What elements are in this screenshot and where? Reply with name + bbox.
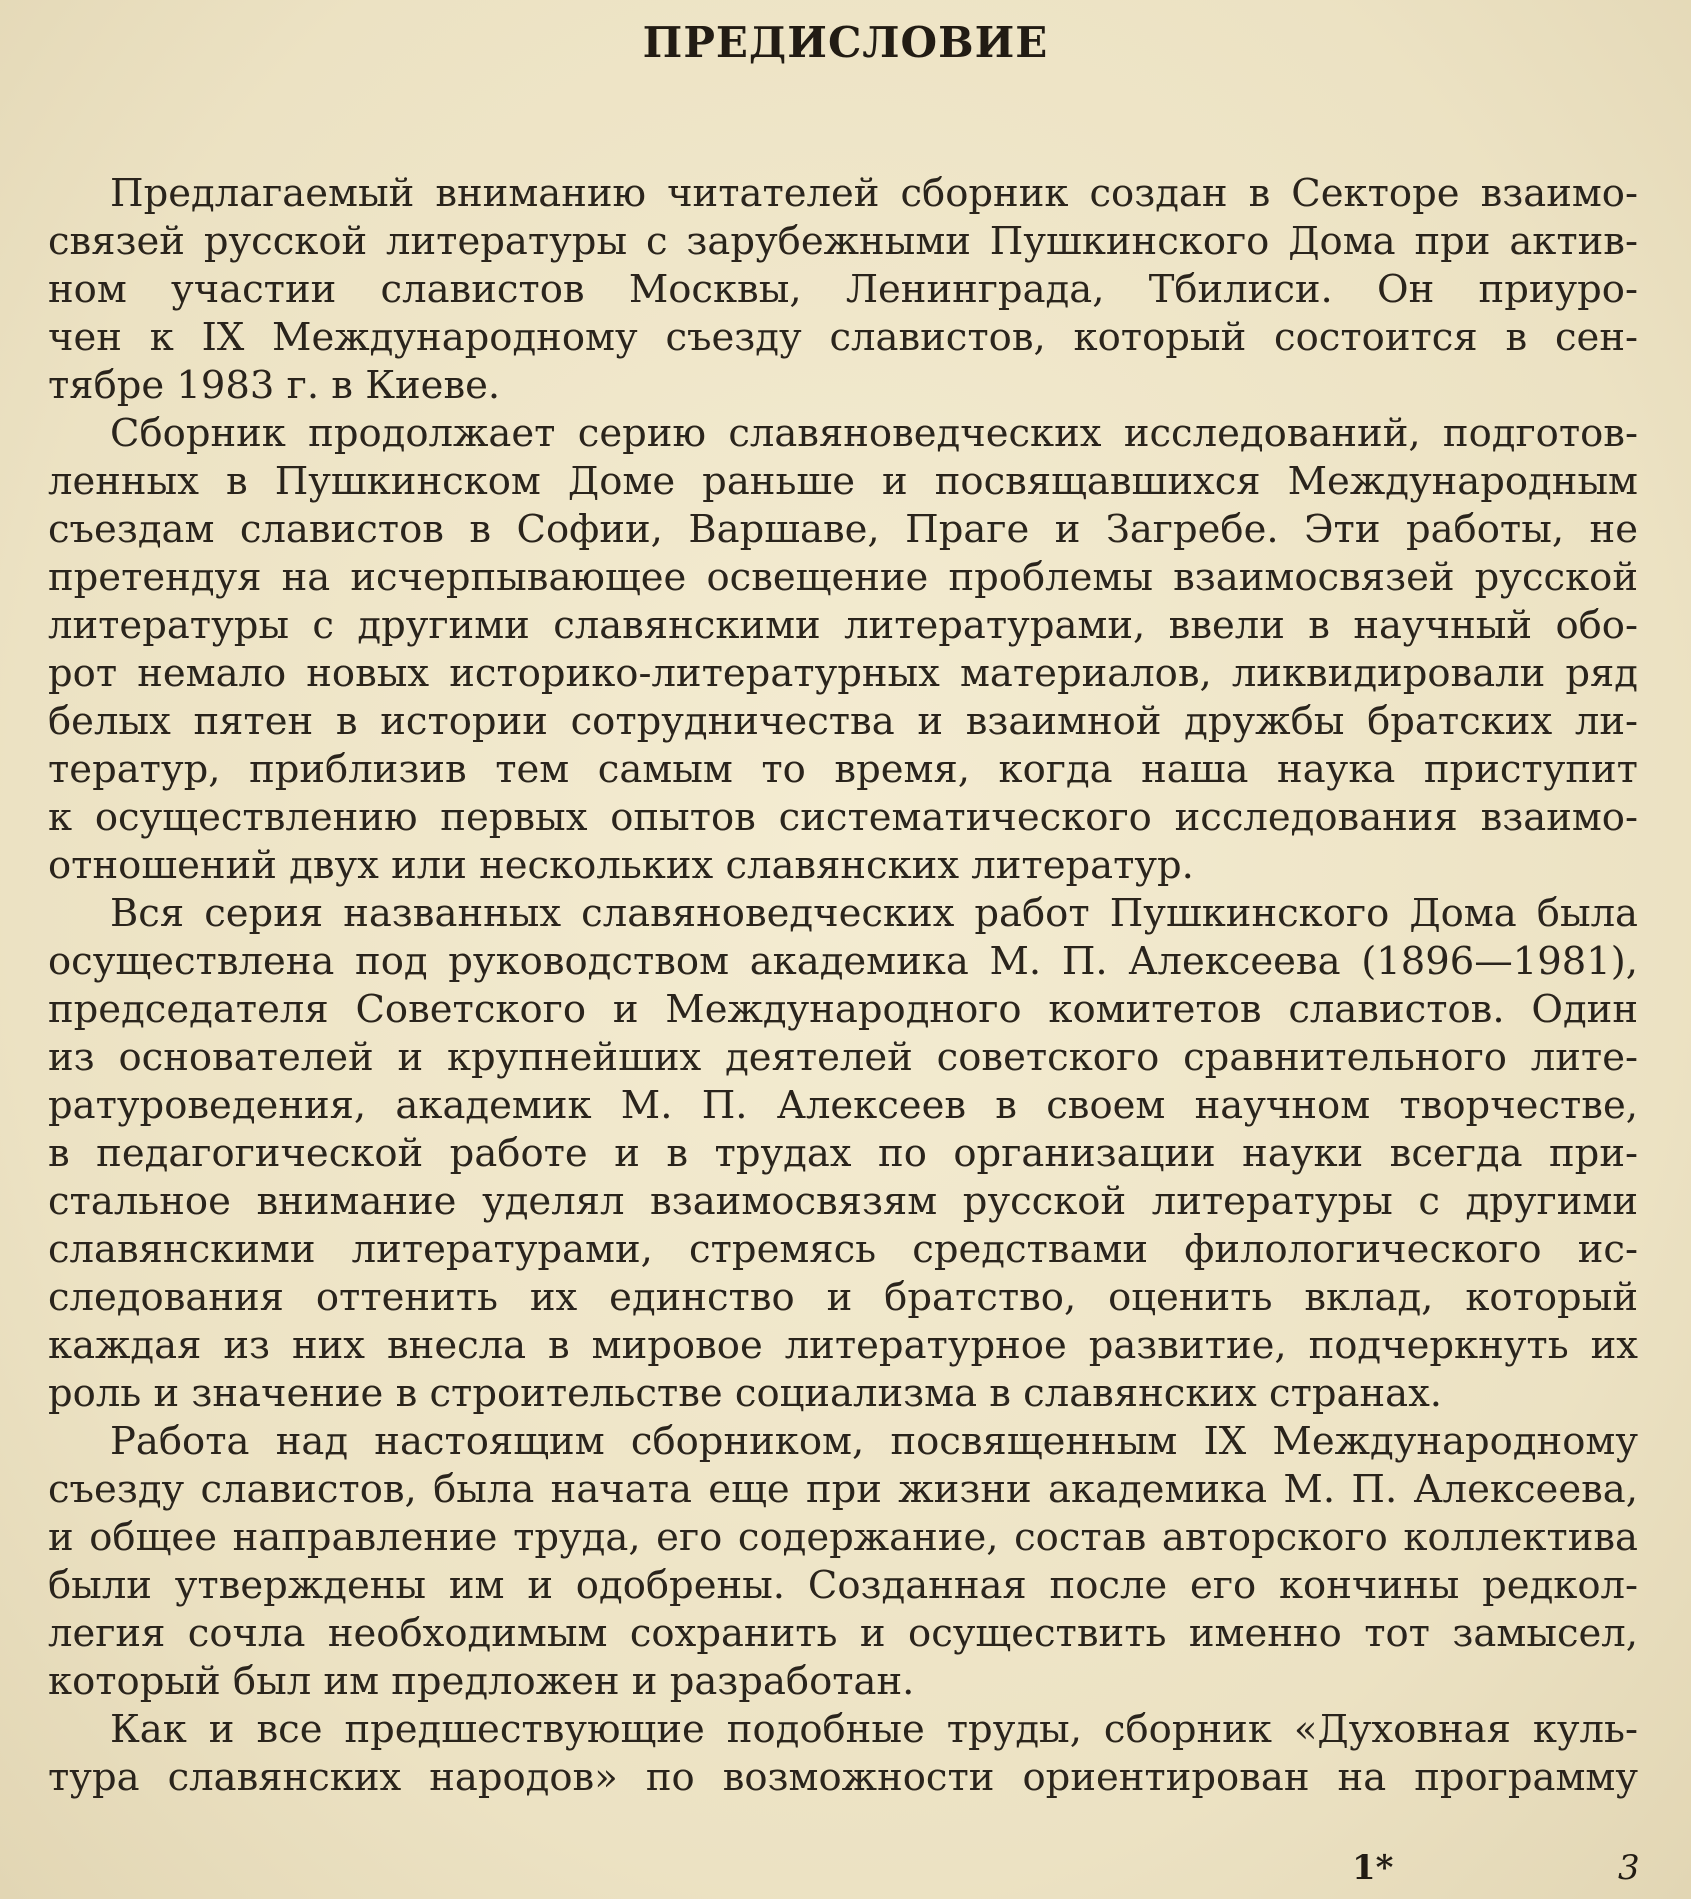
paragraph-4	[48, 1418, 1638, 1706]
text-line: тябре 1983 г. в Киеве.	[48, 363, 501, 408]
body-text	[48, 170, 1638, 1802]
text-line: были утверждены им и одобрены. Созданная после его кончины редкол-	[48, 1563, 1638, 1608]
text-line: следования оттенить их единство и братство, оценить вклад, который	[48, 1275, 1638, 1320]
text-line: каждая из них внесла в мировое литературное развитие, подчеркнуть их	[48, 1323, 1638, 1368]
text-line: Предлагаемый вниманию читателей сборник создан в Секторе взаимо-	[110, 171, 1638, 216]
text-line: ленных в Пушкинском Доме раньше и посвящавшихся Международным	[48, 459, 1638, 504]
text-line: в педагогической работе и в трудах по организации науки всегда при-	[48, 1131, 1638, 1176]
text-line: ном участии славистов Москвы, Ленинграда, Тбилиси. Он приуро-	[48, 267, 1638, 312]
text-line: который был им предложен и разработан.	[48, 1659, 915, 1704]
page-number: 3	[1618, 1848, 1640, 1888]
paragraph-2	[48, 410, 1638, 890]
text-line: легия сочла необходимым сохранить и осуществить именно тот замысел,	[48, 1611, 1638, 1656]
text-line: съездам славистов в Софии, Варшаве, Праге и Загребе. Эти работы, не	[48, 507, 1638, 552]
text-line: Как и все предшествующие подобные труды, сборник «Духовная куль-	[110, 1707, 1638, 1752]
text-line: съезду славистов, была начата еще при жизни академика М. П. Алексеева,	[48, 1467, 1638, 1512]
text-line: Сборник продолжает серию славяноведческих исследований, подготов-	[110, 411, 1638, 456]
text-line: стальное внимание уделял взаимосвязям русской литературы с другими	[48, 1179, 1638, 1224]
text-line: роль и значение в строительстве социализма в славянских странах.	[48, 1371, 1443, 1416]
text-line: осуществлена под руководством академика М. П. Алексеева (1896—1981),	[48, 939, 1638, 984]
text-line: славянскими литературами, стремясь средствами филологического ис-	[48, 1227, 1638, 1272]
text-line: тератур, приблизив тем самым то время, когда наша наука приступит	[48, 747, 1638, 792]
paragraph-3	[48, 890, 1638, 1418]
text-line: тура славянских народов» по возможности ориентирован на программу	[48, 1755, 1638, 1800]
signature-mark: 1*	[1352, 1848, 1394, 1888]
text-line: Вся серия названных славяноведческих работ Пушкинского Дома была	[110, 891, 1638, 936]
text-line: рот немало новых историко-литературных материалов, ликвидировали ряд	[48, 651, 1638, 696]
text-line: связей русской литературы с зарубежными Пушкинского Дома при актив-	[48, 219, 1638, 264]
text-line: Работа над настоящим сборником, посвященным IX Международному	[110, 1419, 1638, 1464]
text-line: претендуя на исчерпывающее освещение проблемы взаимосвязей русской	[48, 555, 1638, 600]
paragraph-5	[48, 1706, 1638, 1802]
text-line: ратуроведения, академик М. П. Алексеев в своем научном творчестве,	[48, 1083, 1638, 1128]
text-line: отношений двух или нескольких славянских литератур.	[48, 843, 1194, 888]
text-line: из основателей и крупнейших деятелей советского сравнительного лите-	[48, 1035, 1638, 1080]
paragraph-1	[48, 170, 1638, 410]
text-line: к осуществлению первых опытов систематического исследования взаимо-	[48, 795, 1638, 840]
text-line: чен к IX Международному съезду славистов, который состоится в сен-	[48, 315, 1638, 360]
page-title: ПРЕДИСЛОВИЕ	[642, 18, 1049, 67]
text-line: председателя Советского и Международного комитетов славистов. Один	[48, 987, 1638, 1032]
text-line: белых пятен в истории сотрудничества и взаимной дружбы братских ли-	[48, 699, 1638, 744]
text-line: литературы с другими славянскими литературами, ввели в научный обо-	[48, 603, 1638, 648]
text-line: и общее направление труда, его содержание, состав авторского коллектива	[48, 1515, 1638, 1560]
